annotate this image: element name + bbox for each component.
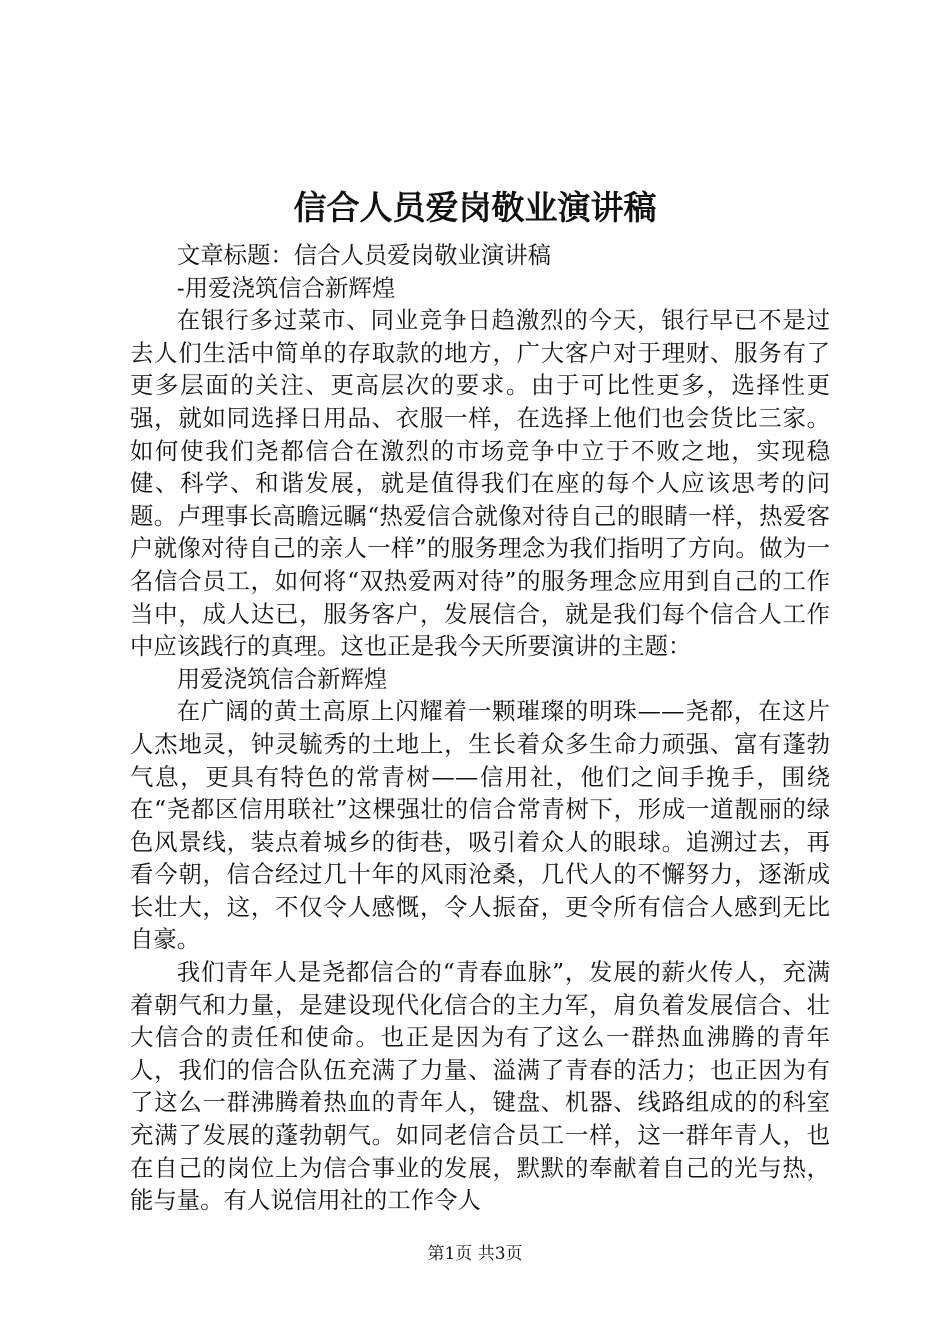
page-number-footer: 第1页 共3页 — [427, 1244, 523, 1264]
article-title-line: 文章标题：信合人员爱岗敬业演讲稿 — [176, 241, 552, 269]
document-body — [130, 239, 830, 1217]
speech-theme-line: 用爱浇筑信合新辉煌 — [176, 664, 388, 693]
document-title: 信合人员爱岗敬业演讲稿 — [293, 188, 657, 227]
paragraph-intro: 在银行多过菜市、同业竞争日趋激烈的今天，银行早已不是过去人们生活中简单的存取款的地方，广大客户对于理财、服务有了更多层面的关注、更高层次的要求。由于可比性更多，选择性更强，就如同选择日用品、衣服一样，在选择上他们也会货比三家。如何使我们尧都信合在激烈的市场竞争中立于不败之地，实现稳健、科学、和谐发展，就是值得我们在座的每个人应该思考的问题。卢理事长高瞻远瞩“热爱信合就像对待自己的眼睛一样，热爱客户就像对待自己的亲人一样”的服务理念为我们指明了方向。做为一名信合员工，如何将“双热爱两对待”的服务理念应用到自己的工作当中，成人达已，服务客户，发展信合，就是我们每个信合人工作中应该践行的真理。这也正是我今天所要演讲的主题： — [130, 306, 830, 661]
paragraph-youth: 我们青年人是尧都信合的“青春血脉”，发展的薪火传人，充满着朝气和力量，是建设现代化信合的主力军，肩负着发展信合、壮大信合的责任和使命。也正是因为有了这么一群热血沸腾的青年人，我们的信合队伍充满了力量、溢满了青春的活力；也正因为有了这么一群沸腾着热血的青年人，键盘、机器、线路组成的的科室充满了发展的蓬勃朝气。如同老信合员工一样，这一群年青人，也在自己的岗位上为信合事业的发展，默默的奉献着自己的光与热，能与量。有人说信用社的工作令人 — [130, 958, 830, 1215]
paragraph-yaodu: 在广阔的黄土高原上闪耀着一颗璀璨的明珠——尧都，在这片人杰地灵，钟灵毓秀的土地上，生长着众多生命力顽强、富有蓬勃气息，更具有特色的常青树——信用社，他们之间手挽手，围绕在“尧都区信用联社”这棵强壮的信合常青树下，形成一道靓丽的绿色风景线，装点着城乡的街巷，吸引着众人的眼球。追溯过去，再看今朝，信合经过几十年的风雨沧桑，几代人的不懈努力，逐渐成长壮大，这，不仅令人感慨，令人振奋，更令所有信合人感到无比自豪。 — [130, 697, 830, 954]
subtitle-line: -用爱浇筑信合新辉煌 — [176, 273, 396, 302]
